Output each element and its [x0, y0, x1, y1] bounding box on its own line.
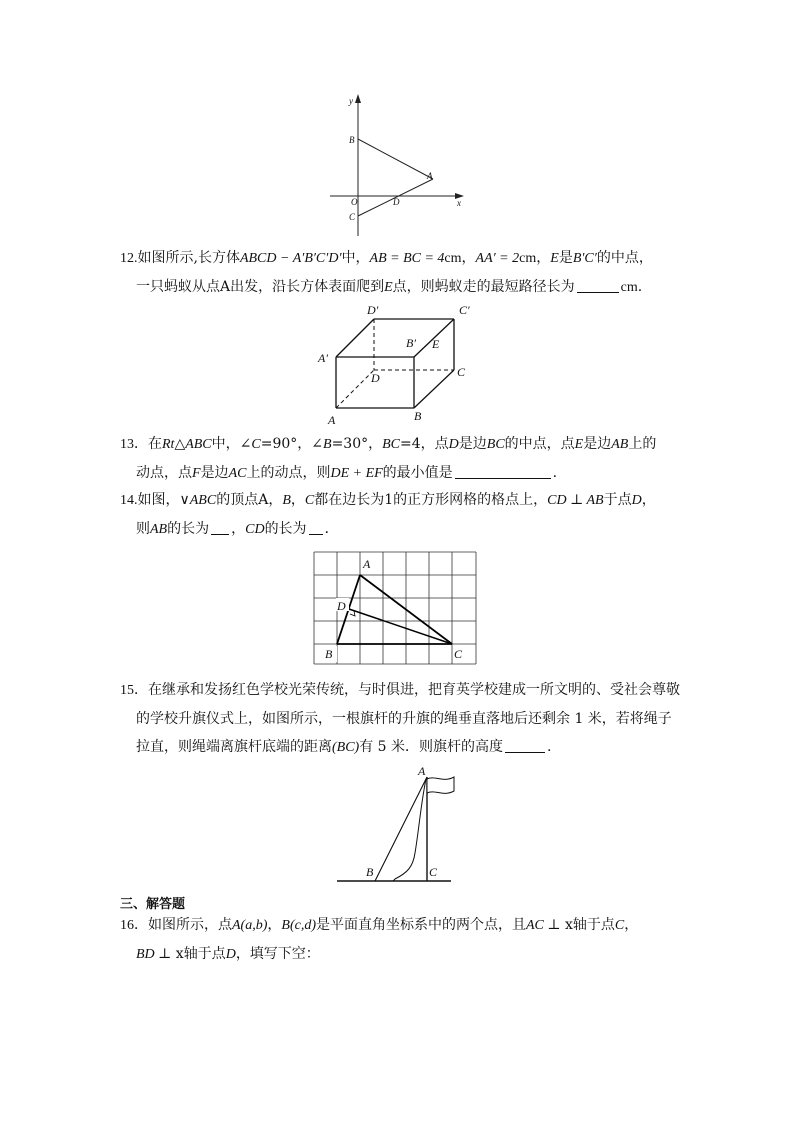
math-segment: BC: [382, 437, 401, 452]
coordinate-figure: [330, 90, 470, 240]
q14-text: 都在边长为1的正方形网格的格点上，: [314, 492, 548, 508]
label-x: x: [457, 198, 461, 208]
q12-text: 的中点，: [596, 250, 653, 266]
q15-text: .: [547, 739, 552, 755]
label-a: A: [363, 557, 371, 571]
q12-text: 如图所示,长方体: [137, 250, 240, 266]
q12-line2: [120, 273, 680, 302]
q13-text: 上的: [628, 436, 657, 452]
math-box: ABCD − A′B′C′D′: [239, 251, 342, 266]
question-number: 16．: [120, 918, 148, 933]
q14-text: 如图，: [137, 492, 180, 508]
label-y: y: [349, 96, 353, 106]
q13-text: 是边: [200, 465, 229, 481]
math-point: B(c,d): [281, 918, 316, 933]
rope-straight: [375, 777, 427, 881]
label-b-prime: B′: [406, 336, 416, 350]
label-b: B: [325, 647, 333, 661]
label-e: E: [432, 337, 440, 351]
math-segment: B′C′: [572, 251, 597, 266]
label-o: O: [351, 197, 358, 207]
label-c-prime: C′: [459, 303, 470, 317]
question-14: [120, 486, 680, 544]
label-b: B: [414, 409, 422, 423]
q16-text: 如图所示，点: [148, 917, 232, 933]
math-point: A(a,b): [232, 918, 268, 933]
answer-blank[interactable]: [455, 464, 551, 479]
q13-text: 是边: [583, 436, 612, 452]
math-segment: CD: [245, 522, 265, 537]
q14-text: ，: [641, 492, 656, 508]
q16-text: 轴于点: [183, 946, 226, 962]
q13-text: 的中点，点: [504, 436, 575, 452]
q13-text: 上的动点，则: [246, 465, 331, 481]
math-point: E: [574, 437, 584, 452]
label-c: C: [454, 647, 463, 661]
math-point: D: [448, 437, 459, 452]
unit: cm: [519, 251, 537, 266]
q14-text: ，: [290, 492, 305, 508]
label-a: A: [418, 764, 426, 778]
label-a-prime: A′: [318, 351, 328, 365]
flagpole-figure: [333, 763, 455, 885]
label-b: B: [349, 135, 355, 145]
math-point: E: [550, 251, 559, 266]
q12-text: 点，则蚂蚁走的最短路径长为: [392, 279, 575, 295]
label-c: C: [457, 365, 466, 379]
q15-text: 在继承和发扬红色学校光荣传统，与时俱进，把育英学校建成一所文明的、受社会尊敬: [148, 682, 680, 698]
flag: [427, 777, 454, 793]
q15-text: 拉直，则绳端离旗杆底端的距离: [136, 739, 332, 755]
question-16: [120, 911, 680, 969]
cuboid-figure: [314, 302, 484, 428]
label-a: A: [328, 413, 336, 427]
math-segment: AB: [150, 522, 168, 537]
q13-text: 在: [148, 436, 162, 452]
math-point: F: [192, 466, 201, 481]
q13-text: 动点，点: [136, 465, 192, 481]
q16-text: 轴于点: [572, 917, 615, 933]
segment-ba: [358, 139, 433, 179]
label-c: C: [349, 212, 356, 222]
q15-text: 有 5 米．则旗杆的高度: [359, 739, 504, 755]
q12-text: ，: [461, 250, 476, 266]
q13-text: =4，点: [400, 436, 449, 452]
math-perp: BD ⊥: [136, 947, 172, 962]
answer-blank[interactable]: [577, 278, 619, 293]
label-d-prime: D′: [367, 303, 379, 317]
math-point: E: [384, 280, 393, 295]
q13-text: =90°，: [260, 436, 312, 452]
q14-text: ．: [324, 521, 339, 537]
label-c: C: [429, 865, 438, 879]
q16-text: ，填写下空：: [235, 946, 320, 962]
math-segment: (BC): [332, 740, 360, 755]
q16-text: 是平面直角坐标系中的两个点，且: [315, 917, 526, 933]
q16-text: x: [175, 946, 184, 962]
q13-text: 中，: [211, 436, 240, 452]
answer-blank[interactable]: [505, 738, 545, 753]
q13-text: 的最小值是: [382, 465, 453, 481]
label-d: D: [371, 371, 380, 385]
math-perp: AC ⊥: [525, 918, 561, 933]
math-point: D: [631, 493, 642, 508]
rope-hanging: [393, 779, 426, 881]
question-number: 15．: [120, 683, 148, 698]
q12-text: 是: [558, 250, 573, 266]
q14-text: ，: [231, 521, 246, 537]
answer-blank[interactable]: [211, 520, 229, 535]
q16-text: ，: [267, 917, 282, 933]
math-eq: AB = BC = 4: [369, 251, 445, 266]
question-number: 13．: [120, 437, 148, 452]
q16-line2: [120, 940, 680, 969]
q13-text: 是边: [458, 436, 487, 452]
math-triangle: Rt△ABC: [162, 437, 212, 452]
q15-line2: 的学校升旗仪式上，如图所示，一根旗杆的升旗的绳垂直落地后还剩余 1 米，若将绳子: [136, 711, 672, 727]
math-perp: CD ⊥ AB: [547, 493, 604, 508]
q13-text: .: [552, 465, 558, 481]
q14-line2: [120, 515, 680, 544]
unit: cm: [620, 280, 638, 295]
section-heading: 三、解答题: [120, 897, 186, 912]
label-d: D: [393, 197, 400, 207]
question-12: [120, 244, 680, 302]
q12-text: 一只蚂蚁从点A出发，沿长方体表面爬到: [136, 279, 385, 295]
q13-text: =30°，: [331, 436, 383, 452]
q16-text: x: [565, 917, 573, 933]
question-15: [120, 676, 680, 762]
answer-blank[interactable]: [309, 520, 323, 535]
q14-text: 的顶点A，: [216, 492, 283, 508]
label-b: B: [366, 865, 374, 879]
math-segment: AC: [228, 466, 247, 481]
q14-text: 则: [136, 521, 150, 537]
grid-triangle-figure: [312, 550, 480, 666]
q14-text: 的长为: [167, 521, 210, 537]
question-number: 14.: [120, 493, 138, 508]
math-expression: DE + EF: [330, 466, 383, 481]
label-d: D: [337, 599, 346, 613]
q12-text: .: [637, 279, 643, 295]
q13-line2: [120, 459, 680, 488]
math-segment: BC: [486, 437, 505, 452]
y-axis-arrow: [355, 94, 361, 103]
q16-text: ，: [624, 917, 639, 933]
math-point: C: [304, 493, 315, 508]
label-a: A: [427, 171, 433, 181]
math-point: C: [614, 918, 625, 933]
q15-line3: [120, 733, 680, 762]
math-point: B: [282, 493, 291, 508]
math-eq: AA′ = 2: [475, 251, 520, 266]
unit: cm: [444, 251, 462, 266]
q12-text: 中，: [341, 250, 370, 266]
math-point: D: [225, 947, 236, 962]
math-angle: ∠C: [239, 437, 261, 452]
question-13: [120, 430, 680, 488]
math-segment: AB: [611, 437, 629, 452]
question-number: 12.: [120, 251, 138, 266]
q14-text: 的长为: [264, 521, 307, 537]
q12-text: ，: [536, 250, 551, 266]
math-angle: ∠B: [311, 437, 332, 452]
q14-text: 于点: [603, 492, 632, 508]
math-triangle: ∨ABC: [179, 493, 217, 508]
